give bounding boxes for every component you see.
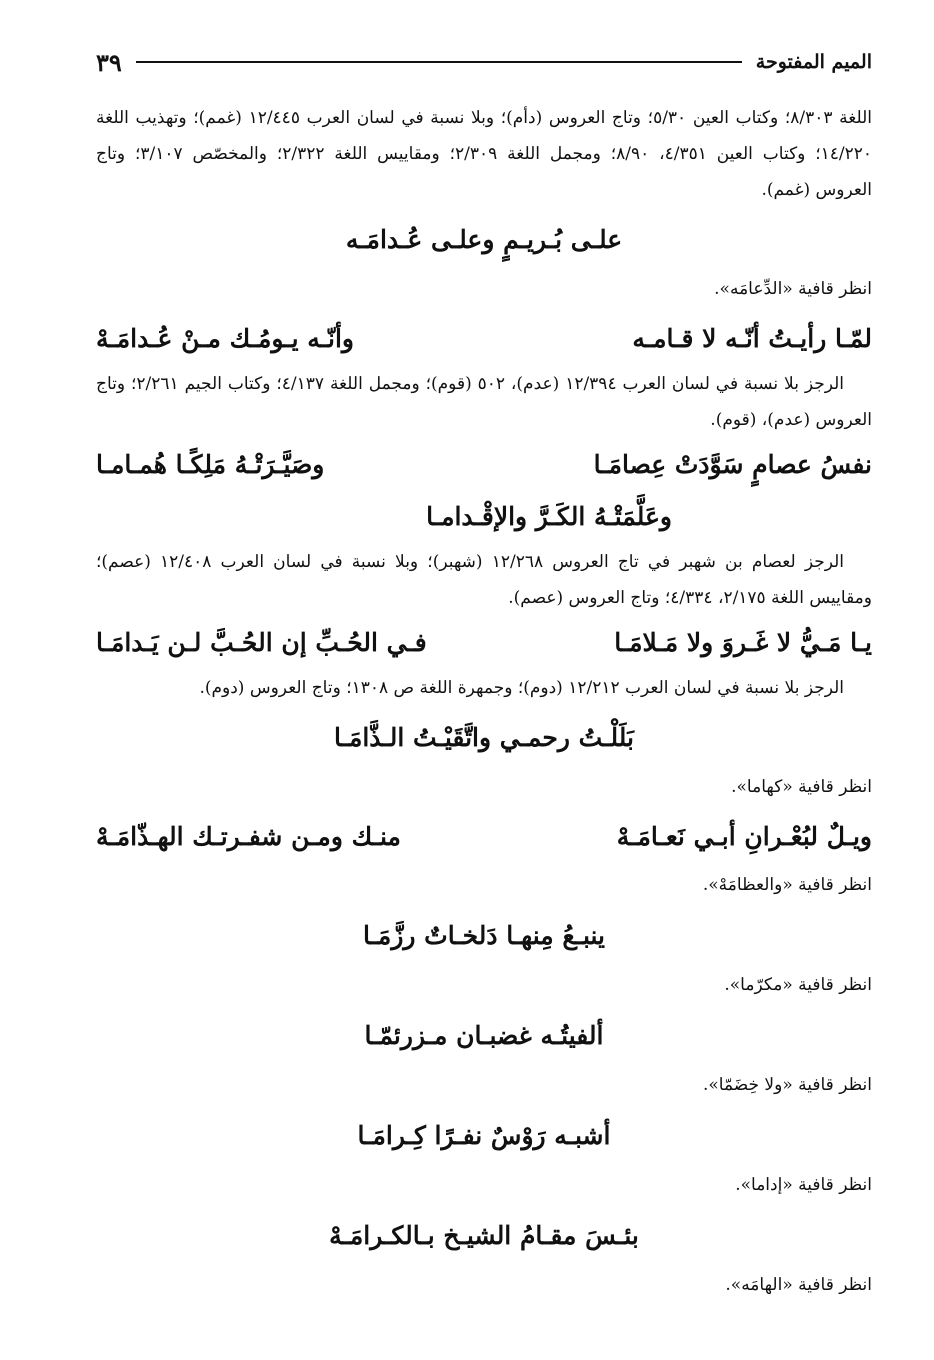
verse-couplet [96,314,872,364]
verse-line: ألفيتُـه غضبـان مـزرئمّـا [364,1021,604,1050]
verse-second-hemistich: وأنّـه يـومُـك مـنْ عُـدامَـهْ [96,324,354,353]
verse-couplet [96,440,872,490]
citation-paragraph: اللغة ٨/٣٠٣؛ وكتاب العين ٥/٣٠؛ وتاج العروس (دأم)؛ وبلا نسبة في لسان العرب ١٢/٤٤٥ (غمم)؛ وتهذيب اللغة ١٤/٢٢٠؛ وكتاب العين ٤/٣٥١، ٨/٩٠؛ ومجمل اللغة ٢/٣٠٩؛ ومقاييس اللغة ٢/٣٢٢؛ والمخصّص ٣/١٠٧؛ وتاج العروس (غمم). [96,108,873,200]
verse-line: علـى بُـريـمٍ وعلـى عُـدامَـه [345,225,623,254]
verse-second-hemistich: فـي الحُـبِّ إن الحُـبَّ لـن يَـدامَـا [96,628,427,657]
cross-reference: انظر قافية «الهامَه». [725,1275,872,1295]
verse-line: أشبـه رَوْسٌ نفـرًا كِـرامَـا [357,1121,611,1150]
page-content [96,100,872,1310]
chapter-title: الميم المفتوحة [755,51,872,73]
verse-first-hemistich: ويـلٌ لبُعْـرانِ أبـي نَعـامَـهْ [616,822,872,851]
page-header [96,42,872,82]
cross-reference: انظر قافية «إداما». [735,1175,872,1195]
cross-reference: انظر قافية «الدِّعامَه». [714,279,872,299]
verse-first-hemistich: يـا مَـيُّ لا غَـروَ ولا مَـلامَـا [614,628,872,657]
verse-couplet [96,618,872,668]
verse-second-hemistich: وصَيَّـرَتْـهُ مَلِكًـا هُمـامـا [96,450,325,479]
cross-reference: انظر قافية «ولا خِضَمّا». [702,1075,872,1095]
verse-first-hemistich: نفسُ عصامٍ سَوَّدَتْ عِصامَـا [593,450,872,479]
verse-first-hemistich: لمّـا رأيـتُ أنّـه لا قـامـه [632,324,872,353]
citation-paragraph: الرجز لعصام بن شهبر في تاج العروس ١٢/٢٦٨ (شهبر)؛ وبلا نسبة في لسان العرب ١٢/٤٠٨ (عصم)؛ ومقاييس اللغة ٢/١٧٥، ٤/٣٣٤؛ وتاج العروس (عصم). [96,552,872,608]
cross-reference: انظر قافية «والعظامَهْ». [702,875,872,895]
header-rule [136,61,742,63]
verse-line: بئـسَ مقـامُ الشيـخ بـالكـرامَـهْ [329,1221,639,1250]
citation-paragraph: الرجز بلا نسبة في لسان العرب ١٢/٢١٢ (دوم)؛ وجمهرة اللغة ص ١٣٠٨؛ وتاج العروس (دوم). [199,678,844,698]
verse-line: وعَلَّمَتْـهُ الكَـرَّ والإقْـدامـا [426,502,672,531]
verse-second-hemistich: منـك ومـن شفـرتـك الهـذّامَـهْ [96,822,401,851]
cross-reference: انظر قافية «مكرّما». [724,975,872,995]
verse-couplet [96,812,872,862]
cross-reference: انظر قافية «كهاما». [731,777,872,797]
verse-line: ينبـعُ مِنهـا دَلخـاتٌ رزَّمَـا [362,921,606,950]
page-number: ٣٩ [96,47,122,77]
citation-paragraph: الرجز بلا نسبة في لسان العرب ١٢/٣٩٤ (عدم)، ٥٠٢ (قوم)؛ ومجمل اللغة ٤/١٣٧؛ وكتاب الجيم ٢/٢٦١؛ وتاج العروس (عدم)، (قوم). [96,374,872,430]
verse-line: بَلَلْـتُ رحمـي واتَّقَيْـتُ الـذَّامَـا [334,723,634,752]
